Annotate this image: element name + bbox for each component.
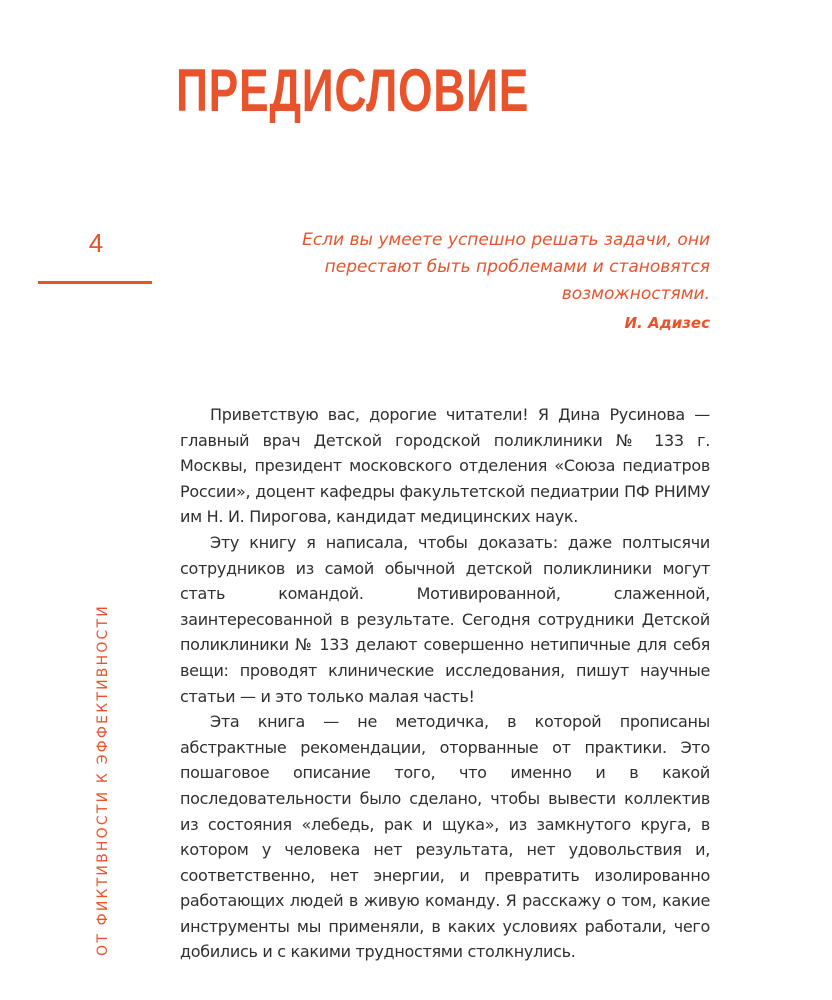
paragraph: Приветствую вас, дорогие читатели! Я Дина Русинова — главный врач Детской городской поликлиники № 133 г. Москвы, президент московского отделения «Союза педиатров России», доцент кафедры факультетской педиатрии ПФ РНИМУ им Н. И. Пирогова, кандидат медицинских наук. [180,405,710,527]
epigraph [290,227,710,334]
running-header-vertical: ОТ ФИКТИВНОСТИ К ЭФФЕКТИВНОСТИ [95,604,111,956]
page-number: 4 [88,228,104,258]
body-text [180,402,710,965]
paragraph: Эта книга — не методичка, в которой прописаны абстрактные рекомендации, оторванные от практики. Это пошаговое описание того, что именно и в какой последовательности было сделано, чтобы вывести коллектив из состояния «лебедь, рак и щука», из замкнутого круга, в котором у человека нет результата, нет удовольствия и, соответственно, нет энергии, и превратить изолированно работающих людей в живую команду. Я расскажу о том, какие инструменты мы применяли, в каких условиях работали, чего добились и с какими трудностями столкнулись. [180,712,710,962]
epigraph-quote: Если вы умеете успешно решать задачи, они перестают быть проблемами и становятся возможностями. [302,230,710,304]
page-number-underline [38,281,152,284]
epigraph-author: И. Адизес [624,314,710,332]
paragraph: Эту книгу я написала, чтобы доказать: даже полтысячи сотрудников из самой обычной детской поликлиники могут стать командой. Мотивированной, слаженной, заинтересованной в результате. Сегодня сотрудники Детской поликлиники № 133 делают совершенно нетипичные для себя вещи: проводят клинические исследования, пишут научные статьи — и это только малая часть! [180,532,710,706]
page-title: ПРЕДИСЛОВИЕ [176,57,530,124]
